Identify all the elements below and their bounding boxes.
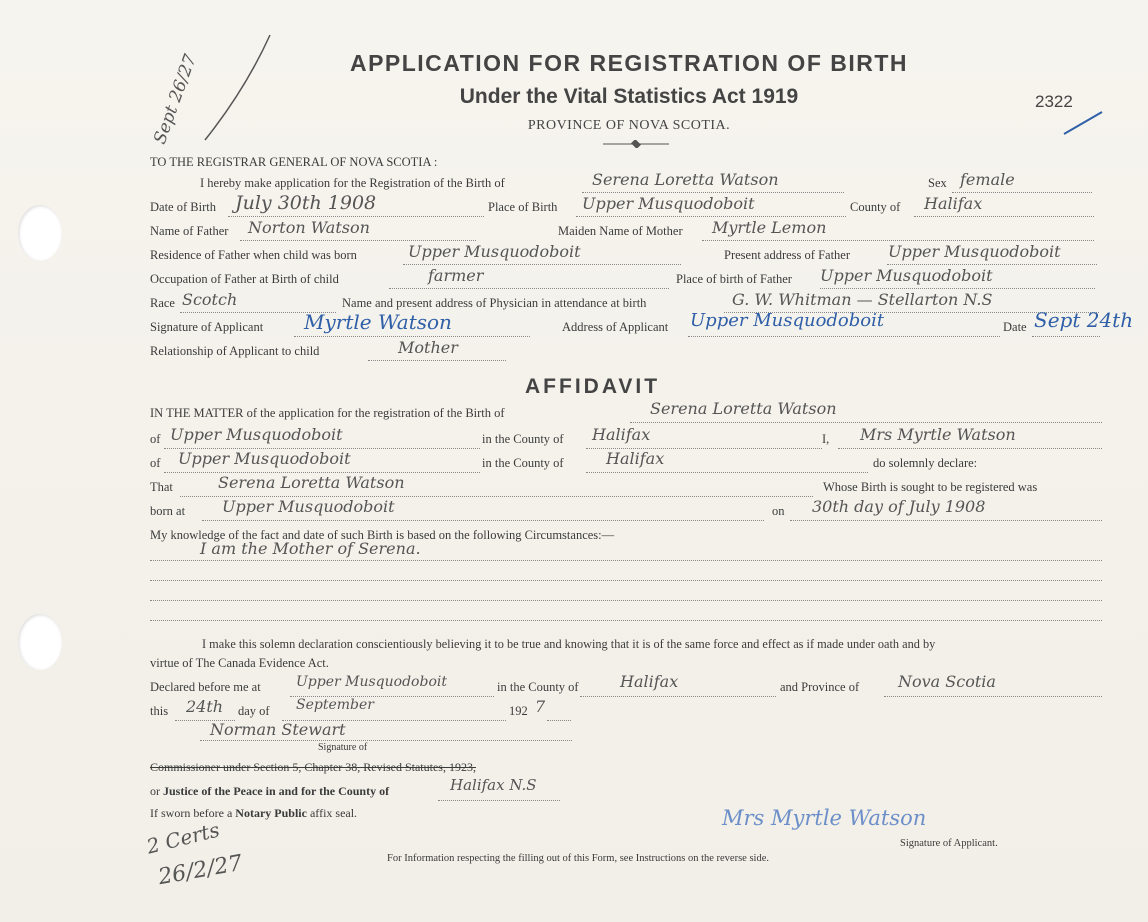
- punch-hole: [18, 205, 62, 261]
- born-at-label: born at: [150, 504, 186, 518]
- residence-label: Residence of Father when child was born: [150, 248, 357, 262]
- residence-value: Upper Musquodoboit: [408, 242, 581, 261]
- line: [547, 720, 571, 721]
- line: [952, 192, 1092, 193]
- relationship-label: Relationship of Applicant to child: [150, 344, 320, 358]
- in-the-county-label: in the County of: [497, 680, 579, 694]
- signature-value: Myrtle Watson: [304, 310, 452, 334]
- commissioner-line: Commissioner under Section 5, Chapter 38, Revised Statutes, 1923,: [150, 760, 476, 774]
- pob-value: Upper Musquodoboit: [582, 194, 755, 213]
- born-at-value: Upper Musquodoboit: [222, 497, 395, 516]
- present-address-value: Upper Musquodoboit: [888, 242, 1061, 261]
- margin-note: Sept 26/27: [150, 51, 201, 147]
- applicant-signature: Mrs Myrtle Watson: [722, 806, 927, 830]
- race-value: Scotch: [182, 290, 238, 309]
- on-label: on: [772, 504, 785, 518]
- sex-label: Sex: [928, 176, 947, 190]
- declaration-text-1: I make this solemn declaration conscientiously believing it to be true and knowing that it is of the same force and effect as if made under oath and by: [202, 637, 936, 651]
- father-birthplace-label: Place of birth of Father: [676, 272, 792, 286]
- race-label: Race: [150, 296, 175, 310]
- line: [790, 520, 1102, 521]
- applicant-address-label: Address of Applicant: [562, 320, 669, 334]
- father-label: Name of Father: [150, 224, 229, 238]
- line: [202, 520, 764, 521]
- applicant-address-value: Upper Musquodoboit: [690, 310, 885, 331]
- in-county-label: in the County of: [482, 432, 564, 446]
- intro-label: I hereby make application for the Registration of the Birth of: [200, 176, 505, 190]
- justice-text: Justice of the Peace in and for the County of: [163, 784, 390, 798]
- year-prefix: 192: [509, 704, 528, 718]
- line: [582, 192, 844, 193]
- matter-name: Serena Loretta Watson: [650, 399, 837, 418]
- line: [403, 264, 681, 265]
- declared-before-label: Declared before me at: [150, 680, 261, 694]
- county-value: Halifax: [924, 194, 983, 213]
- certs-note-1: 2 Certs: [144, 817, 222, 859]
- form-title: APPLICATION FOR REGISTRATION OF BIRTH: [349, 50, 909, 76]
- province-label: and Province of: [780, 680, 860, 694]
- in-county-value: Halifax: [592, 425, 651, 444]
- justice-line: [150, 784, 389, 799]
- notary-prefix: If sworn before a: [150, 806, 233, 820]
- affidavit-heading: AFFIDAVIT: [525, 375, 661, 398]
- line: [838, 448, 1102, 449]
- line: [914, 216, 1094, 217]
- line: [820, 288, 1095, 289]
- physician-value: G. W. Whitman — Stellarton N.S: [732, 290, 993, 309]
- punch-hole: [18, 614, 62, 670]
- date-value: Sept 24th: [1034, 308, 1134, 332]
- in-county2-value: Halifax: [606, 449, 665, 468]
- line: [576, 216, 846, 217]
- father-value: Norton Watson: [248, 218, 370, 237]
- line: [884, 696, 1102, 697]
- line: [150, 580, 1102, 581]
- to-registrar-line: TO THE REGISTRAR GENERAL OF NOVA SCOTIA :: [150, 155, 438, 169]
- line: [240, 240, 476, 241]
- line: [1032, 336, 1100, 337]
- circumstance-value: I am the Mother of Serena.: [200, 539, 421, 558]
- declaration-text-2: virtue of The Canada Evidence Act.: [150, 656, 329, 670]
- justice-prefix: or: [150, 784, 160, 798]
- in-county2-label: in the County of: [482, 456, 564, 470]
- mother-label: Maiden Name of Mother: [558, 224, 683, 238]
- line: [150, 600, 1102, 601]
- line: [228, 216, 484, 217]
- sex-value: female: [960, 170, 1015, 189]
- declared-province: Nova Scotia: [898, 672, 996, 691]
- province-name: PROVINCE OF NOVA SCOTIA.: [527, 118, 731, 133]
- of-label: of: [150, 432, 161, 446]
- i-label: I,: [822, 432, 830, 446]
- signature-label: Signature of Applicant: [150, 320, 264, 334]
- day-label: day of: [238, 704, 270, 718]
- county-label: County of: [850, 200, 901, 214]
- father-birthplace-value: Upper Musquodoboit: [820, 266, 993, 285]
- physician-label: Name and present address of Physician in attendance at birth: [342, 296, 647, 310]
- line: [630, 422, 1102, 423]
- of-value: Upper Musquodoboit: [170, 425, 343, 444]
- dob-value: July 30th 1908: [235, 192, 377, 214]
- line: [294, 336, 530, 337]
- notary-bold: Notary Public: [235, 806, 307, 820]
- notary-line: [150, 806, 357, 821]
- declare-label: do solemnly declare:: [873, 456, 978, 470]
- occupation-value: farmer: [428, 266, 484, 285]
- notary-suffix: affix seal.: [309, 806, 358, 820]
- ornament-divider: [603, 140, 669, 148]
- knowledge-label: My knowledge of the fact and date of such Birth is based on the following Circumstances:—: [150, 528, 615, 542]
- line: [702, 240, 1094, 241]
- form-number: 2322: [1035, 92, 1073, 111]
- line: [150, 620, 1102, 621]
- year-value: 7: [535, 697, 546, 716]
- footer-note: For Information respecting the filling out of this Form, see Instructions on the reverse side.: [387, 853, 770, 864]
- relationship-value: Mother: [398, 338, 458, 357]
- certs-note-2: 26/2/27: [156, 850, 245, 891]
- present-address-label: Present address of Father: [724, 248, 851, 262]
- declared-county: Halifax: [620, 672, 679, 691]
- day-value: 24th: [186, 697, 224, 716]
- occupation-label: Occupation of Father at Birth of child: [150, 272, 339, 286]
- signature-of-label: Signature of: [318, 742, 368, 753]
- that-label: That: [150, 480, 173, 494]
- justice-county: Halifax N.S: [450, 776, 537, 794]
- applicant-signature-label: Signature of Applicant.: [900, 838, 998, 849]
- line: [389, 288, 669, 289]
- form-subtitle: Under the Vital Statistics Act 1919: [459, 85, 799, 108]
- declarant-value: Mrs Myrtle Watson: [860, 425, 1016, 444]
- declared-place: Upper Musquodoboit: [296, 674, 447, 690]
- that-value: Serena Loretta Watson: [218, 473, 405, 492]
- line: [586, 472, 868, 473]
- mother-value: Myrtle Lemon: [712, 218, 827, 237]
- check-mark: [1062, 108, 1104, 138]
- line: [368, 360, 506, 361]
- of2-value: Upper Musquodoboit: [178, 449, 351, 468]
- line: [887, 264, 1097, 265]
- child-name: Serena Loretta Watson: [592, 170, 779, 189]
- this-label: this: [150, 704, 169, 718]
- of2-label: of: [150, 456, 161, 470]
- line: [688, 336, 1000, 337]
- line: [438, 800, 560, 801]
- matter-label: IN THE MATTER of the application for the registration of the Birth of: [150, 406, 505, 420]
- line: [200, 740, 572, 741]
- pob-label: Place of Birth: [488, 200, 558, 214]
- line: [580, 696, 776, 697]
- month-value: September: [296, 697, 374, 713]
- date-label: Date: [1003, 320, 1027, 334]
- on-value: 30th day of July 1908: [812, 497, 986, 516]
- line: [150, 560, 1102, 561]
- commissioner-signature: Norman Stewart: [210, 720, 346, 739]
- dob-label: Date of Birth: [150, 200, 216, 214]
- whose-label: Whose Birth is sought to be registered was: [823, 480, 1038, 494]
